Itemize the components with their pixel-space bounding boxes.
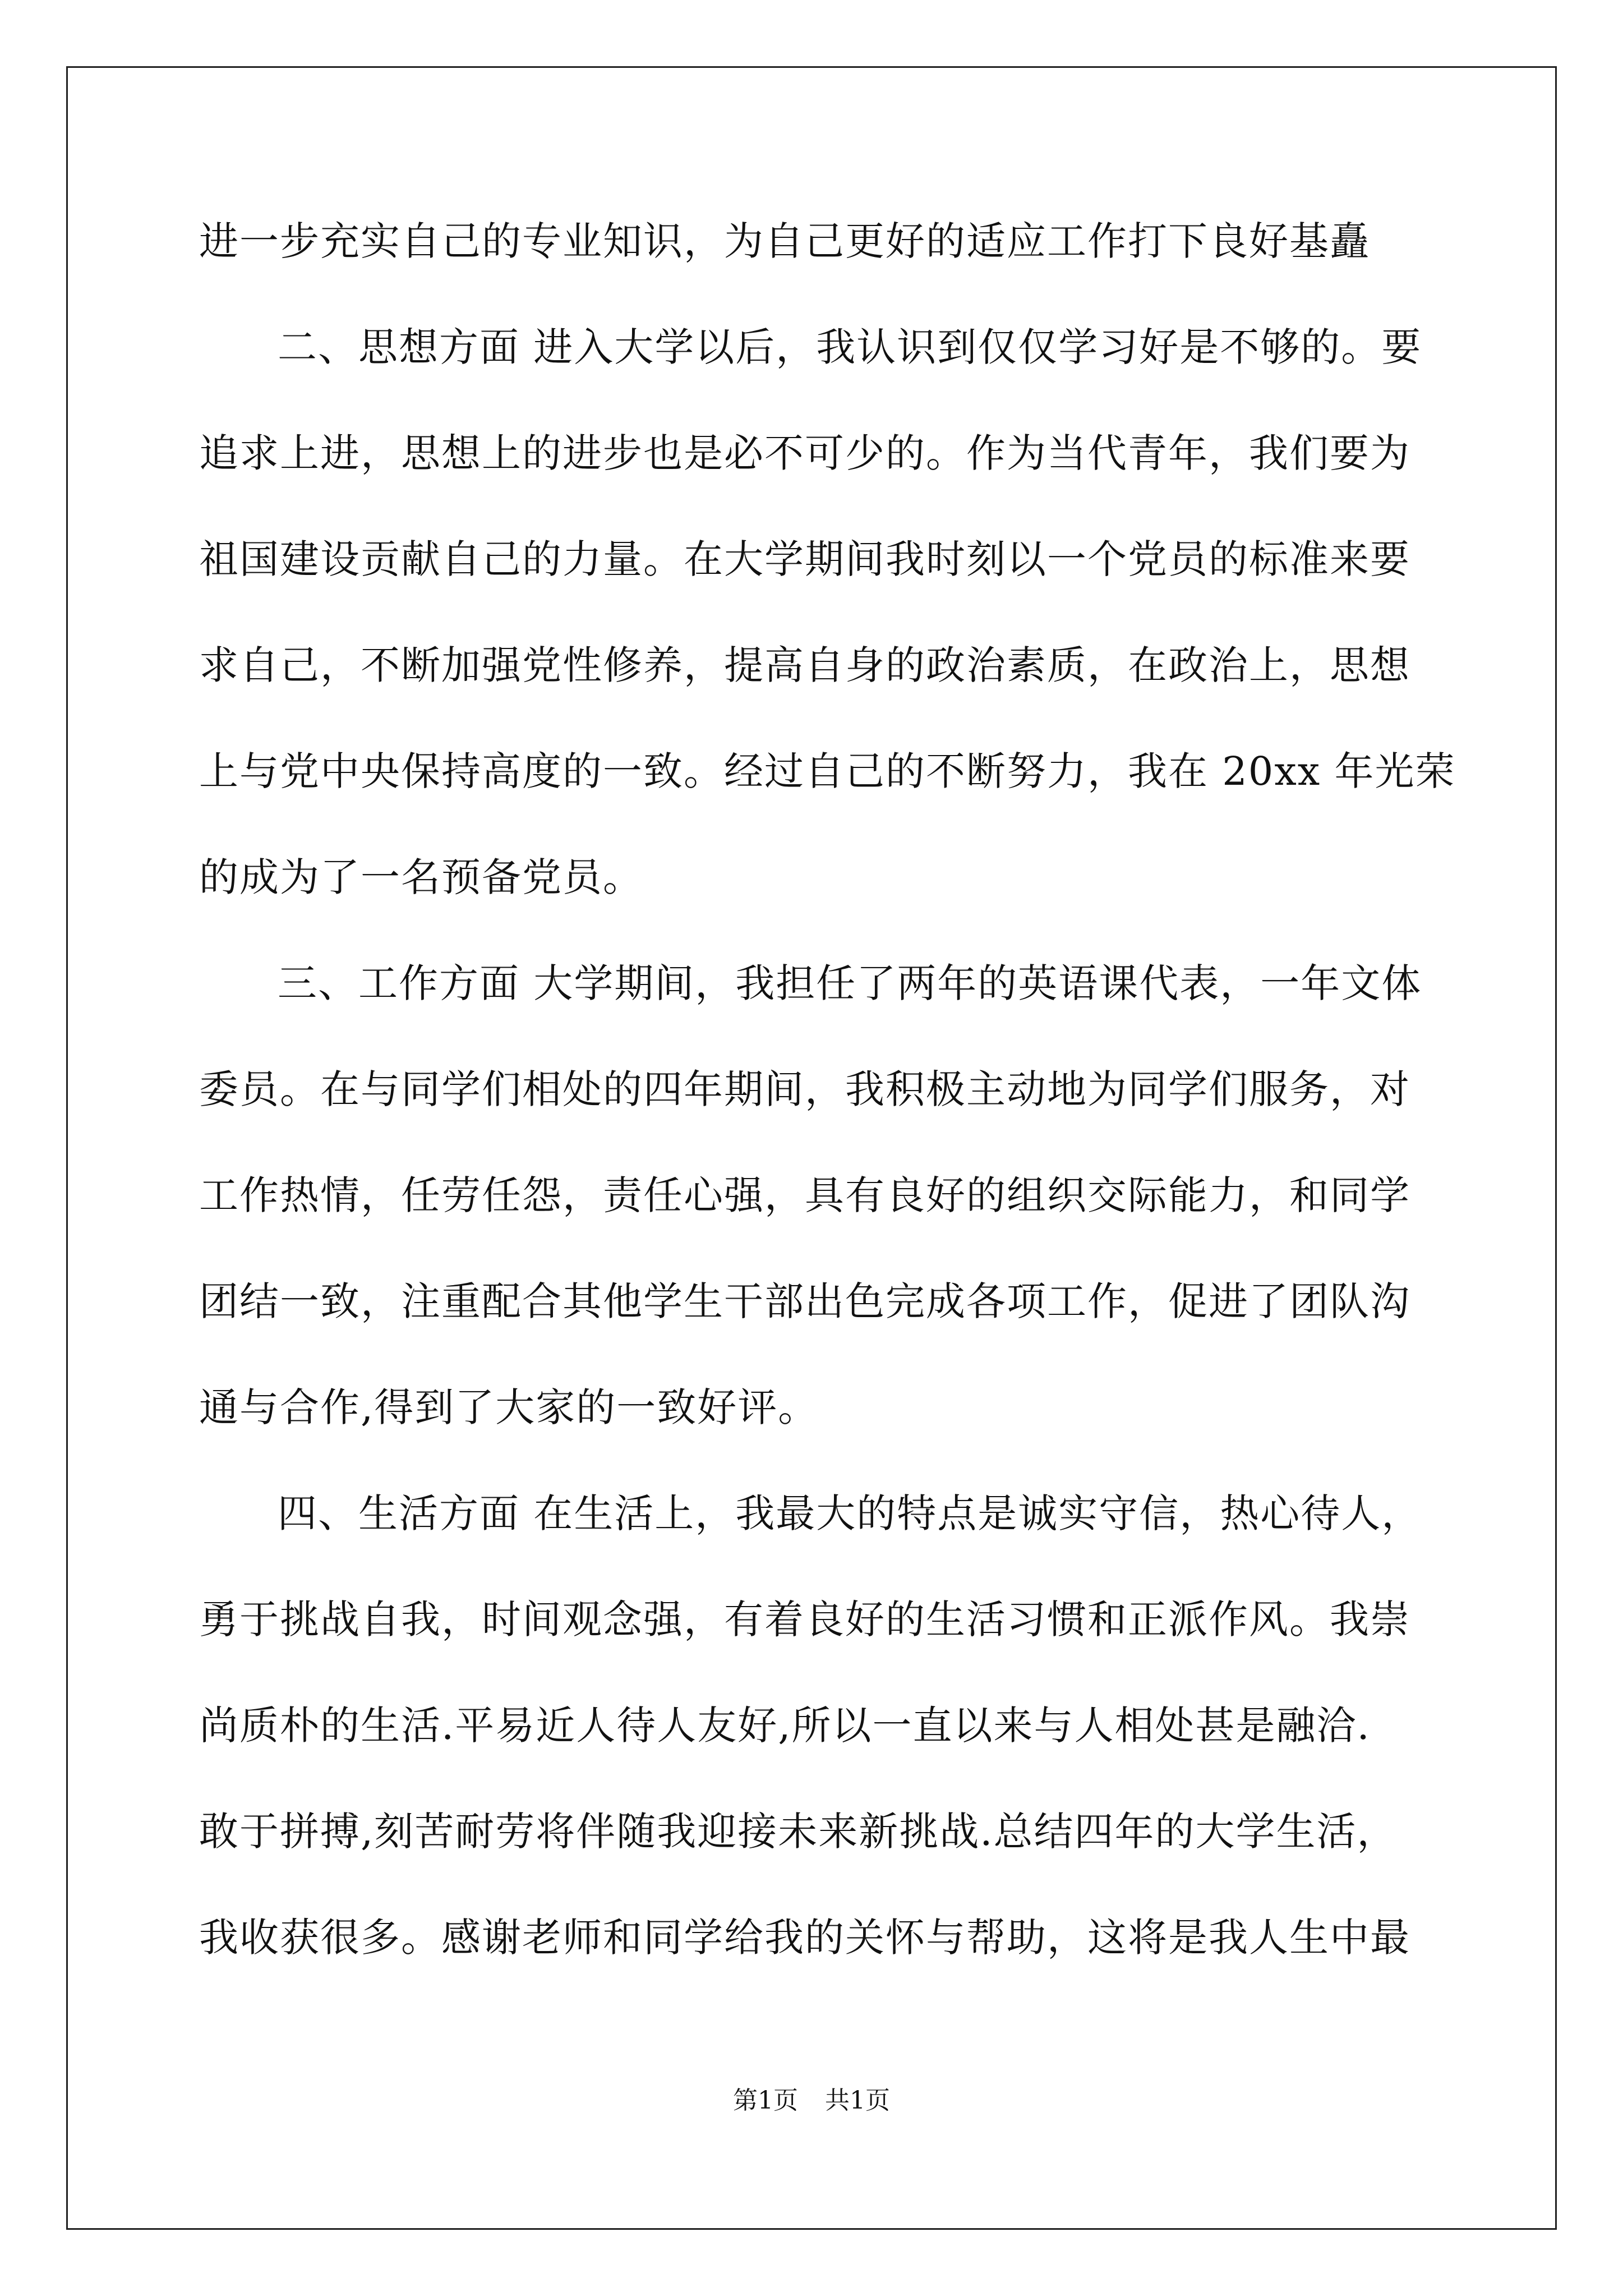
text-line: 三、工作方面 大学期间，我担任了两年的英语课代表，一年文体 <box>278 960 1422 1006</box>
text-line: 的成为了一名预备党员。 <box>199 854 643 900</box>
text-line: 进一步充实自己的专业知识，为自己更好的适应工作打下良好基矗 <box>199 218 1370 264</box>
text-line: 追求上进，思想上的进步也是必不可少的。作为当代青年，我们要为 <box>199 430 1410 476</box>
text-line: 二、思想方面 进入大学以后，我认识到仅仅学习好是不够的。要 <box>278 324 1422 370</box>
text-line: 四、生活方面 在生活上，我最大的特点是诚实守信，热心待人， <box>278 1490 1422 1536</box>
page-footer <box>0 2087 1623 2115</box>
text-line: 通与合作,得到了大家的一致好评。 <box>199 1384 819 1430</box>
text-line: 委员。在与同学们相处的四年期间，我积极主动地为同学们服务，对 <box>199 1066 1410 1112</box>
text-line: 勇于挑战自我，时间观念强，有着良好的生活习惯和正派作风。我崇 <box>199 1596 1410 1642</box>
page-number: 第1页 <box>733 2086 798 2115</box>
text-line: 求自己，不断加强党性修养，提高自身的政治素质，在政治上，思想 <box>199 642 1410 688</box>
text-line: 上与党中央保持高度的一致。经过自己的不断努力，我在 20xx 年光荣 <box>199 748 1456 794</box>
text-line: 团结一致，注重配合其他学生干部出色完成各项工作，促进了团队沟 <box>199 1278 1410 1324</box>
text-line: 我收获很多。感谢老师和同学给我的关怀与帮助，这将是我人生中最 <box>199 1915 1410 1961</box>
document-body <box>199 218 1456 2024</box>
text-line: 尚质朴的生活.平易近人待人友好,所以一直以来与人相处甚是融洽. <box>199 1703 1371 1749</box>
text-line: 工作热情，任劳任怨，责任心强，具有良好的组织交际能力，和同学 <box>199 1172 1410 1218</box>
page-total: 共1页 <box>825 2086 890 2115</box>
text-line: 祖国建设贡献自己的力量。在大学期间我时刻以一个党员的标准来要 <box>199 536 1410 582</box>
text-line: 敢于拼搏,刻苦耐劳将伴随我迎接未来新挑战.总结四年的大学生活， <box>199 1809 1398 1855</box>
